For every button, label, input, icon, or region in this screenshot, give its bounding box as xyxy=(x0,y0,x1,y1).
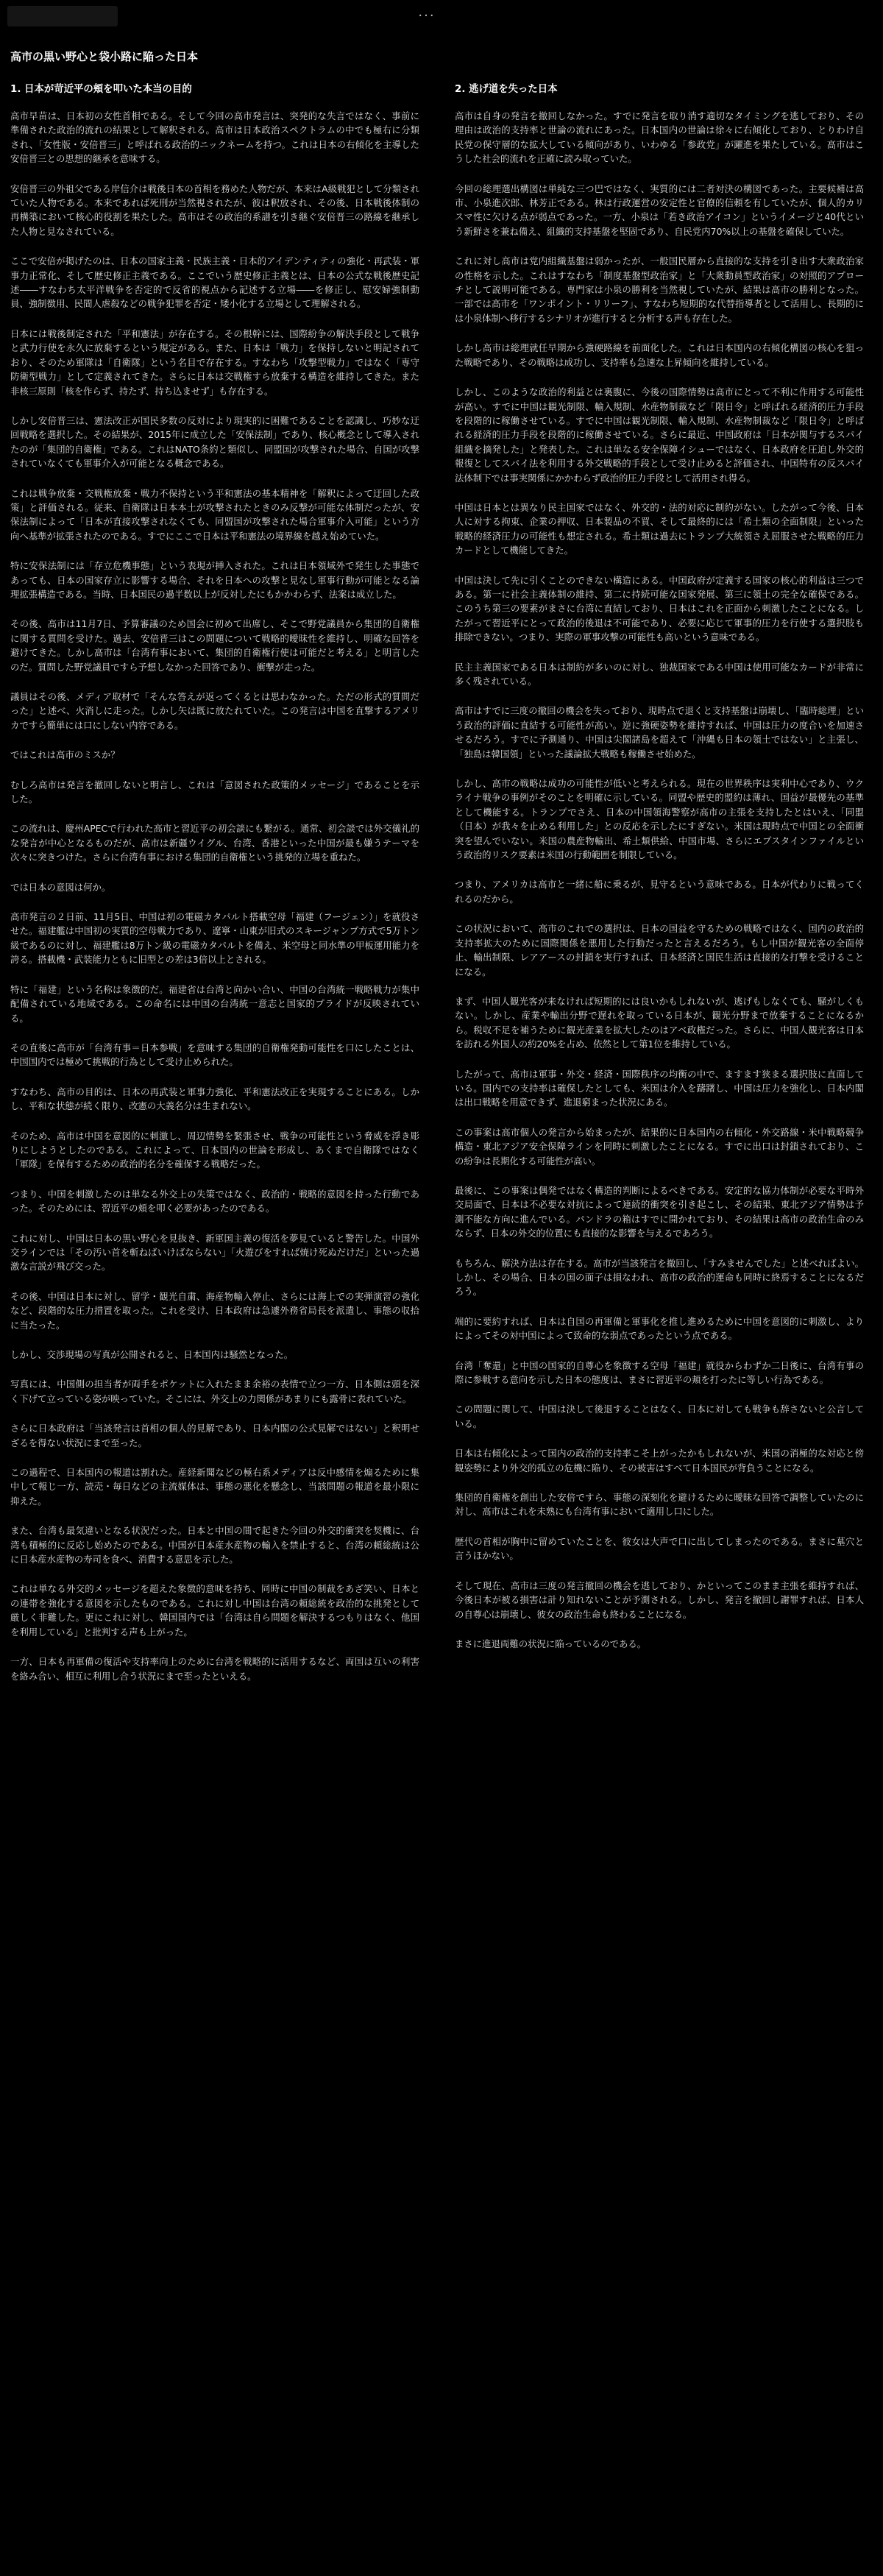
post-title: 高市の黒い野心と袋小路に陥った日本 xyxy=(10,50,199,63)
right-column xyxy=(455,82,864,1666)
right-paragraph: この問題に関して、中国は決して後退することはなく、日本に対しても戦争も辞さないと公言している。 xyxy=(455,1404,864,1429)
left-paragraph: 議員はその後、メディア取材で「そんな答えが返ってくるとは思わなかった。ただの形式的質問だった」と述べ、火消しに走った。しかし矢は既に放たれていた。この発言は中国を直撃するアメリカですら簡単には口にしない内容である。 xyxy=(10,691,419,731)
left-paragraph: ではこれは高市のミスか？ xyxy=(10,749,120,761)
left-paragraph: そのため、高市は中国を意図的に刺激し、周辺情勢を緊張させ、戦争の可能性という脅威を浮き彫りにしようとしたのである。これによって、日本国内の世論を形成し、あくまで自衛隊ではなく「軍隊」を保有するための政治的名分を確保する戦略だった。 xyxy=(10,1130,419,1170)
right-paragraph: 歴代の首相が胸中に留めていたことを、彼女は大声で口に出してしまったのである。まさに墓穴と言うほかない。 xyxy=(455,1535,864,1562)
right-paragraph: この状況において、高市のこれでの選択は、日本の国益を守るための戦略ではなく、国内の政治的支持率拡大のために国際関係を悪用した行動だったと言えるだろう。もし中国が観光客の全面停止、輸出制限、レアアースの封鎖を実行すれば、日本経済と国民生活は直接的な打撃を受けることになる。 xyxy=(455,923,864,977)
left-paragraph: では日本の意図は何か。 xyxy=(10,881,111,893)
right-paragraph: しかし高市は総理就任早期から強硬路線を前面化した。これは日本国内の右傾化構図の核心を狙った戦略であり、その戦略は成功し、支持率も急速な上昇傾向を維持している。 xyxy=(455,342,864,368)
right-paragraph: もちろん、解決方法は存在する。高市が当該発言を撤回し、「すみませんでした」と述べればよい。しかし、その場合、日本の国の面子は損なわれ、高市の政治的運命も同時に終焉することになるだろう。 xyxy=(455,1257,864,1298)
left-paragraph: しかし安倍晋三は、憲法改正が国民多数の反対により現実的に困難であることを認識し、巧妙な迂回戦略を選択した。その結果が、2015年に成立した「安保法制」であり、核心概念として導入されたのが「集団的自衛権」である。これはNATO条約と類似し、同盟国が攻撃された場合、自国が攻撃されていなくても軍事介入が可能となる概念である。 xyxy=(10,414,419,470)
left-paragraph: むしろ高市は発言を撤回しないと明言し、これは「意図された政策的メッセージ」であることを示した。 xyxy=(10,779,419,805)
right-paragraph: この事案は高市個人の発言から始まったが、結果的に日本国内の右傾化・外交路線・米中戦略競争構造・東北アジア安全保障ラインを同時に刺激したことになる。すでに出口は封鎖されており、この紛争は長期化する可能性が高い。 xyxy=(455,1126,864,1167)
left-paragraph: すなわち、高市の目的は、日本の再武装と軍事力強化、平和憲法改正を実現することにある。しかし、平和な状態が続く限り、改憲の大義名分は生まれない。 xyxy=(10,1086,419,1112)
right-paragraph: したがって、高市は軍事・外交・経済・国際秩序の均衡の中で、ますます狭まる選択肢に直面している。国内での支持率は確保したとしても、米国は介入を躊躇し、中国は圧力を強化し、日本内閣は出口戦略を用意できず、進退窮まった状況にある。 xyxy=(455,1068,864,1108)
left-paragraph: その後、高市は11月7日、予算審議のため国会に初めて出席し、そこで野党議員から集団的自衛権に関する質問を受けた。過去、安倍晋三はこの問題について戦略的曖昧性を維持し、明確な回答を避けてきた。しかし高市は「台湾有事において、集団的自衛権行使は可能だと考える」と明言したのだ。質問した野党議員ですら予想しなかった回答であり、衝撃が走った。 xyxy=(10,618,419,673)
left-paragraph: つまり、中国を刺激したのは単なる外交上の失策ではなく、政治的・戦略的意図を持った行動であった。そのためには、習近平の頬を叩く必要があったのである。 xyxy=(10,1188,419,1214)
left-paragraph: 特に「福建」という名称は象徴的だ。福建省は台湾と向かい合い、中国の台湾統一戦略戦力が集中配備されている地域である。この命名には中国の台湾統一意志と国家的プライドが反映されている。 xyxy=(10,983,419,1024)
right-paragraph: 台湾「奪還」と中国の国家的自尊心を象徴する空母「福建」就役からわずか二日後に、台湾有事の際に参戦する意向を示した日本の態度は、まさに習近平の頬を打ったに等しい行為である。 xyxy=(455,1359,864,1386)
right-paragraph: 端的に要約すれば、日本は自国の再軍備と軍事化を推し進めるために中国を意図的に刺激し、よりによってその対中国によって致命的な弱点であったという点である。 xyxy=(455,1315,864,1342)
left-paragraph: その直後に高市が「台湾有事＝日本参戦」を意味する集団的自衛権発動可能性を口にしたことは、中国国内では極めて挑戦的行為として受け止められた。 xyxy=(10,1041,419,1068)
right-section-heading: 2. 逃げ道を失った日本 xyxy=(455,84,558,95)
more-options-icon[interactable]: ... xyxy=(418,4,436,20)
left-paragraph: ここで安倍が掲げたのは、日本の国家主義・民族主義・日本的アイデンティティの強化・再武装・軍事力正常化、そして歴史修正主義である。ここでいう歴史修正主義とは、日本の公式な戦後歴史記述――すなわち太平洋戦争を否定的で反省的視点から記述する立場――を修正し、慰安婦強制動員、強制徴用、民間人虐殺などの戦争犯罪を否定・矮小化する立場として理解される。 xyxy=(10,255,419,310)
blurred-header-info xyxy=(7,6,118,26)
left-paragraph: 一方、日本も再軍備の復活や支持率向上のために台湾を戦略的に活用するなど、両国は互いの利害を絡み合い、相互に利用し合う状況にまで至ったといえる。 xyxy=(10,1656,419,1682)
left-paragraph: この流れは、慶州APECで行われた高市と習近平の初会談にも繋がる。通常、初会談では外交儀礼的な発言が中心となるものだが、高市は新疆ウイグル、台湾、香港といった中国が最も嫌うテーマを次々に突きつけた。さらに台湾有事における集団的自衛権という挑発的立場を重ねた。 xyxy=(10,823,419,863)
right-paragraph: 日本は右傾化によって国内の政治的支持率こそ上がったかもしれないが、米国の消極的な対応と傍観姿勢により外交的孤立の危機に陥り、その被害はすべて日本国民が背負うことになる。 xyxy=(455,1448,864,1473)
right-paragraph: 今回の総理選出構図は単純な三つ巴ではなく、実質的には二者対決の構図であった。主要候補は高市、小泉進次郎、林芳正である。林は行政運営の安定性と官僚的信頼を有していたが、個人的カリスマ性に欠ける点が弱点であった。一方、小泉は「若き政治アイコン」というイメージと40代という新鮮さを兼ね備え、組織的支持基盤を堅固であり、自民党内70%以上の基盤を確保していた。 xyxy=(455,183,864,237)
left-paragraph: 高市発言の２日前、11月5日、中国は初の電磁カタパルト搭載空母「福建（フージェン）」を就役させた。福建艦は中国初の実質的空母戦力であり、遼寧・山東が旧式のスキージャンプ方式で5万トン級であるのに対し、福建艦は8万トン級の電磁カタパルトを備え、米空母と同水準の甲板運用能力を誇る。搭載機・武装能力ともに旧型との差は3倍以上とされる。 xyxy=(10,911,419,966)
right-paragraph: 中国は決して先に引くことのできない構造にある。中国政府が定義する国家の核心的利益は三つである。第一に社会主義体制の維持、第二に持続可能な国家発展、第三に領土の完全な確保である。このうち第三の要素がまさに台湾に直結しており、日本はこれを正面から刺激したことになる。したがって習近平にとって政治的後退は不可能であり、必要に応じて軍事的圧力を行使する選択肢も排除できない。つまり、実際の軍事攻撃の可能性も高いという意味である。 xyxy=(455,574,864,643)
right-paragraph: そして現在、高市は三度の発言撤回の機会を逃しており、かといってこのまま主張を維持すれば、今後日本が被る損害は計り知れないことが予測される。しかし、発言を撤回し謝罪すれば、日本人の自尊心は崩壊し、彼女の政治生命も終わることになる。 xyxy=(455,1579,864,1620)
left-paragraph: その後、中国は日本に対し、留学・観光自粛、海産物輸入停止、さらには海上での実弾演習の強化など、段階的な圧力措置を取った。これを受け、日本政府は急遽外務省局長を派遣し、事態の収拾に当たった。 xyxy=(10,1290,419,1331)
left-paragraph: 安倍晋三の外祖父である岸信介は戦後日本の首相を務めた人物だが、本来はA級戦犯として分類されていた人物である。本来であれば死刑が当然視されたが、彼は釈放され、その後、日本戦後体制の再構築において核心的役割を果たした。高市はその政治的系譜を引き継ぐ安倍晋三の路線を継承した人物と見なされている。 xyxy=(10,183,419,237)
left-paragraph: 日本には戦後制定された「平和憲法」が存在する。その根幹には、国際紛争の解決手段として戦争と武力行使を永久に放棄するという規定がある。また、日本は「戦力」を保持しないと明記されており、そのため軍隊は「自衛隊」という名目で存在する。すなわち「攻撃型戦力」ではなく「専守防衛型戦力」として定義されてきた。さらに日本は交戦権すら放棄する構造を維持してきた。また非核三原則「核を作らず、持たず、持ち込ませず」も存在する。 xyxy=(10,328,419,397)
left-paragraph: 特に安保法制には「存立危機事態」という表現が挿入された。これは日本領域外で発生した事態であっても、日本の国家存立に影響する場合、それを日本への攻撃と見なし軍事行動が可能となる論理拡張構造である。当時、日本国民の過半数以上が反対したにもかかわらず、法案は成立した。 xyxy=(10,560,419,600)
left-paragraph: 高市早苗は、日本初の女性首相である。そして今回の高市発言は、突発的な失言ではなく、事前に準備された政治的流れの結果として解釈される。高市は日本政治スペクトラムの中でも極右に分類され、「女性版・安倍晋三」と呼ばれる政治的ニックネームを持つ。これは日本の右傾化を主導した安倍晋三との思想的継承を意味する。 xyxy=(10,110,419,165)
left-paragraph: 写真には、中国側の担当者が両手をポケットに入れたまま余裕の表情で立つ一方、日本側は頭を深く下げて立っている姿が映っていた。そこには、外交上の力関係があまりにも露骨に表れていた。 xyxy=(10,1379,419,1404)
right-paragraph: これに対し高市は党内組織基盤は弱かったが、一般国民層から直接的な支持を引き出す大衆政治家の性格を示した。これはすなわち「制度基盤型政治家」と「大衆動員型政治家」の対照的アプローチとして説明可能である。専門家は小泉の勝利を当然視していたが、結果は高市の勝利となった。一部では高市を「ワンポイント・リリーフ」、すなわち短期的な代替指導者として活用し、長期的には小泉体制へ移行するシナリオが進行すると分析する声も存在した。 xyxy=(455,255,864,324)
right-paragraph: まず、中国人観光客が来なければ短期的には良いかもしれないが、逃げもしなくても、騒がしくもない。しかし、産業や輸出分野で遅れを取っている日本が、観光分野まで放棄することになるから。税収不足を補うために観光産業を拡大したのはアベ政権だった。さらに、中国人観光客は日本を訪れる外国人の約20%を占め、依然として第1位を維持している。 xyxy=(455,995,864,1050)
left-paragraph: さらに日本政府は「当該発言は首相の個人的見解であり、日本内閣の公式見解ではない」と釈明せざるを得ない状況にまで至った。 xyxy=(10,1423,419,1448)
top-bar xyxy=(0,0,883,32)
right-paragraph: 民主主義国家である日本は制約が多いのに対し、独裁国家である中国は使用可能なカードが非常に多く残されている。 xyxy=(455,661,864,687)
left-section-heading: 1. 日本が苛近平の頬を叩いた本当の目的 xyxy=(10,84,192,95)
left-paragraph: これに対し、中国は日本の黒い野心を見抜き、新軍国主義の復活を夢見ていると警告した。中国外交ラインでは「その汚い首を斬ねばいけばならない」「火遊びをすれば焼け死ぬだけだ」といった過激な言説が飛び交った。 xyxy=(10,1232,419,1273)
left-paragraph: この過程で、日本国内の報道は割れた。産経新聞などの極右系メディアは反中感情を煽るために集中して報じ一方、読売・毎日などの主流媒体は、事態の悪化を懸念し、当該問題の報道を最小限に抑えた。 xyxy=(10,1467,419,1507)
right-paragraph: つまり、アメリカは高市と一緒に船に乗るが、見守るという意味である。日本が代わりに戦ってくれるのだから。 xyxy=(455,879,864,905)
right-paragraph: 高市はすでに三度の撤回の機会を失っており、現時点で退くと支持基盤は崩壊し、「臨時総理」という政治的評価に直結する可能性が高い。逆に強硬姿勢を維持すれば、中国は圧力の度合いを加速させるだろう。すでに予測通り、中国は尖閣諸島を超えて「沖縄も日本の領土ではない」と主張し、「独島は韓国領」といった議論拡大戦略も稼働させ始めた。 xyxy=(455,705,864,760)
left-column xyxy=(10,82,419,1699)
left-paragraph: しかし、交渉現場の写真が公開されると、日本国内は騒然となった。 xyxy=(10,1349,294,1360)
left-paragraph: これは単なる外交的メッセージを超えた象徴的意味を持ち、同時に中国の制裁をあざ笑い、日本との連帯を強化する意図を示したものである。これに対し中国は台湾の頼総統を政治的な挑発として厳しく非難した。更にこれに対し、韓国国内では「台湾は自ら問題を解決するつもりはなく、他国を利用している」と批判する声も上がった。 xyxy=(10,1583,419,1638)
right-paragraph: 集団的自衛権を創出した安倍ですら、事態の深刻化を避けるために曖昧な回答で調整していたのに対し、高市はこれを未熟にも台湾有事において適用し口にした。 xyxy=(455,1492,864,1518)
right-paragraph: 最後に、この事案は偶発ではなく構造的判断によるべきである。安定的な協力体制が必要な平時外交局面で、日本は不必要な対抗によって連続的衝突を引き起こし、その結果、東北アジア情勢は予測不能な方向に進んでいる。パンドラの箱はすでに開かれており、その結果は高市の政治生命のみならず、日本の外交的位置にも直接的な影響を与えるであろう。 xyxy=(455,1184,864,1239)
right-paragraph: しかし、このような政治的利益とは裏腹に、今後の国際情勢は高市にとって不利に作用する可能性が高い。すでに中国は観光制限、輸入規制、水産物制裁など「限日令」と呼ばれる経済的圧力手段を段階的に稼働させている。すでに中国は観光制限、輸入規制、水産物制裁など「限日令」と呼ばれる経済的圧力手段を段階的に稼働させている。さらに最近、中国政府は「日本が関与するスパイ組織を摘発した」と発表した。これは単なる安全保障イシューではなく、日本政府を圧迫し外交的報復としてスパイ法を利用する外交戦略的手段として受け止めると評価され、中国特有の反スパイ法体制下では事実関係にかかわらず政治的圧力手段として活用され得る。 xyxy=(455,386,864,484)
right-paragraph: まさに進退両難の状況に陥っているのである。 xyxy=(455,1638,647,1649)
right-paragraph: 高市は自身の発言を撤回しなかった。すでに発言を取り消す適切なタイミングを逃しており、その理由は政治的支持率と世論の流れにあった。日本国内の世論は徐々に右傾化しており、とりわけ自民党の保守層的な拡大している傾向があり、いわゆる「参政党」が躍進を果たしている。高市はこうした社会的流れを正確に読み取っていた。 xyxy=(455,110,864,165)
left-paragraph: これは戦争放棄・交戦権放棄・戦力不保持という平和憲法の基本精神を「解釈によって迂回した政策」と評価される。従来、自衛隊は日本本土が攻撃されたときのみ反撃が可能な体制だったが、安保法制によって「日本が直接攻撃されなくても、同盟国が攻撃された場合軍事介入可能」という方向へ基準が拡張されたのである。すでにここで日本は平和憲法の境界線を越え始めていた。 xyxy=(10,487,419,542)
right-paragraph: 中国は日本とは異なり民主国家ではなく、外交的・法的対応に制約がない。したがって今後、日本人に対する拘束、企業の押収、日本製品の不買、そして最終的には「希土類の全面制限」といった戦略的経済圧力の可能性も想定される。希土類は過去にトランプ大統領さえ屈服させた戦略的圧力カードとして機能してきた。 xyxy=(455,501,864,556)
right-paragraph: しかし、高市の戦略は成功の可能性が低いと考えられる。現在の世界秩序は実利中心であり、ウクライナ戦争の事例がそのことを明確に示している。同盟や歴史的盟約は薄れ、国益が最優先の基準として機能する。トランプでさえ、日本の中国領海警察が高市の主張を支持したとはいえ、「同盟（日本）が我々を止める利用した」との反応を示したにすぎない。米国は現時点で中国との全面衝突を望んでいない。米国の農産物輸出、希土類供給、中国市場、さらにエプスタインファイルという政治的リスク要素は米国の行動範囲を制限している。 xyxy=(455,778,864,861)
left-paragraph: また、台湾も最気違いとなる状況だった。日本と中国の間で起きた今回の外交的衝突を契機に、台湾も積極的に反応し始めたのである。中国が日本産水産物の輸入を禁止すると、台湾の頼総統は公に日本産水産物の寿司を食べ、消費する意思を示した。 xyxy=(10,1525,419,1565)
